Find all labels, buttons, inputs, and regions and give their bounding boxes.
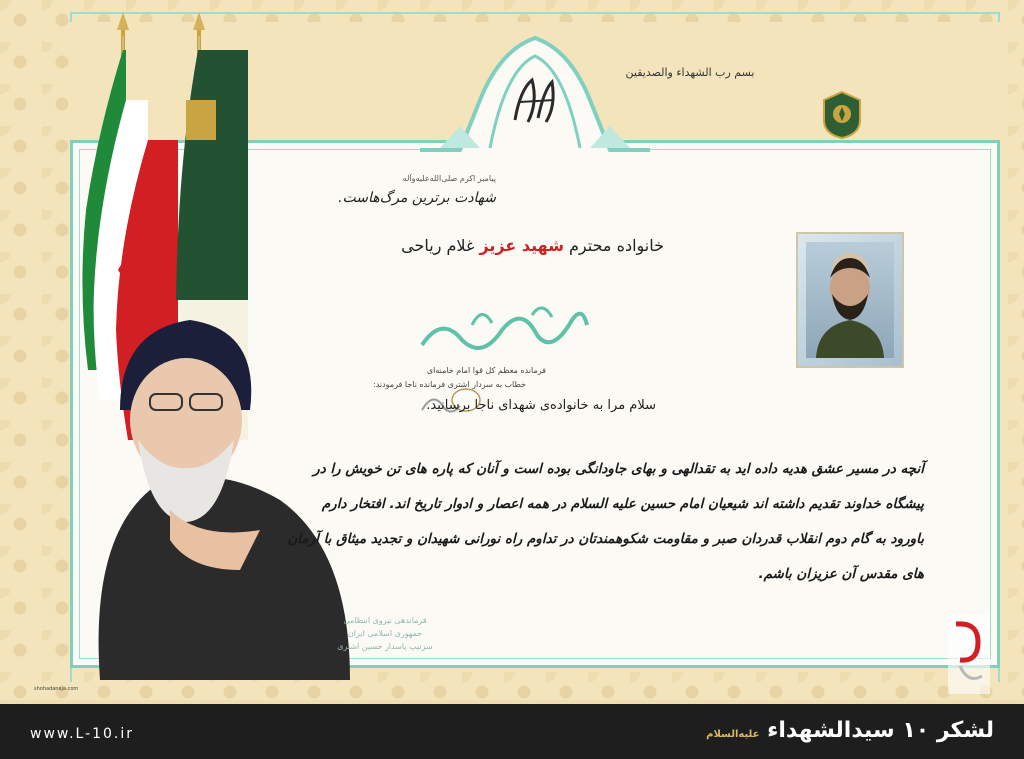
calligraphy-greeting bbox=[412, 295, 592, 365]
quote-text: شهادت برترین مرگ‌هاست. bbox=[338, 190, 496, 206]
arch-ornament bbox=[420, 30, 650, 160]
commander-title: فرمانده معظم کل قوا امام خامنه‌ای bbox=[426, 366, 546, 375]
frame-line bbox=[70, 12, 1000, 14]
flag-finial bbox=[117, 12, 129, 36]
addressee-prefix: خانواده محترم bbox=[569, 236, 664, 255]
brand-main: لشکر ۱۰ سیدالشهداء bbox=[767, 718, 994, 743]
brand-logo-icon bbox=[948, 614, 990, 694]
martyr-portrait bbox=[806, 242, 894, 358]
police-emblem bbox=[820, 90, 864, 140]
flag-finial bbox=[193, 12, 205, 36]
website-link[interactable]: www.L-10.ir bbox=[30, 726, 135, 742]
organization-commander: سرتیپ پاسدار حسین اشتری bbox=[337, 642, 433, 651]
footer-bar bbox=[0, 704, 1024, 759]
brand-title bbox=[706, 718, 994, 743]
quote-attribution: پیامبر اکرم صلی‌الله‌علیه‌وآله bbox=[402, 174, 496, 183]
address-note: خطاب به سردار اشتری فرمانده ناجا فرمودند: bbox=[373, 380, 526, 389]
martyr-photo bbox=[806, 242, 894, 358]
organization-block bbox=[330, 614, 440, 653]
martyr-photo-frame bbox=[796, 232, 904, 368]
brand-suffix: علیه‌السلام bbox=[706, 729, 760, 740]
addressee-name: غلام ریاحی bbox=[401, 236, 475, 255]
source-watermark: shohadanaja.com bbox=[34, 686, 79, 692]
body-paragraph: آنچه در مسیر عشق هدیه داده اید به تقدالهی و بهای جاودانگی بوده است و آنان که پاره های تن خویش را در پیشگاه خداوند تقدیم داشته اند شیعیان امام حسین علیه السلام در همه اعصار و ادوار تاریخ اند. افتخار دارم باورود به گام دوم انقلاب قدردان صبر و مقاومت شکوهمندتان در تداوم راه نورانی شهیدان و تجدید میثاق با آرمان های مقدس آن عزیزان باشم. bbox=[287, 461, 924, 582]
salam-message: سلام مرا به خانواده‌ی شهدای ناجا برسانید. bbox=[426, 398, 656, 413]
organization-name: فرماندهی نیروی انتظامی جمهوری اسلامی ایران bbox=[343, 616, 427, 638]
addressee-line bbox=[401, 236, 664, 255]
addressee-highlight: شهید عزیز bbox=[479, 236, 564, 255]
bismillah-text: بسم رب الشهداء والصدیقین bbox=[625, 66, 755, 79]
